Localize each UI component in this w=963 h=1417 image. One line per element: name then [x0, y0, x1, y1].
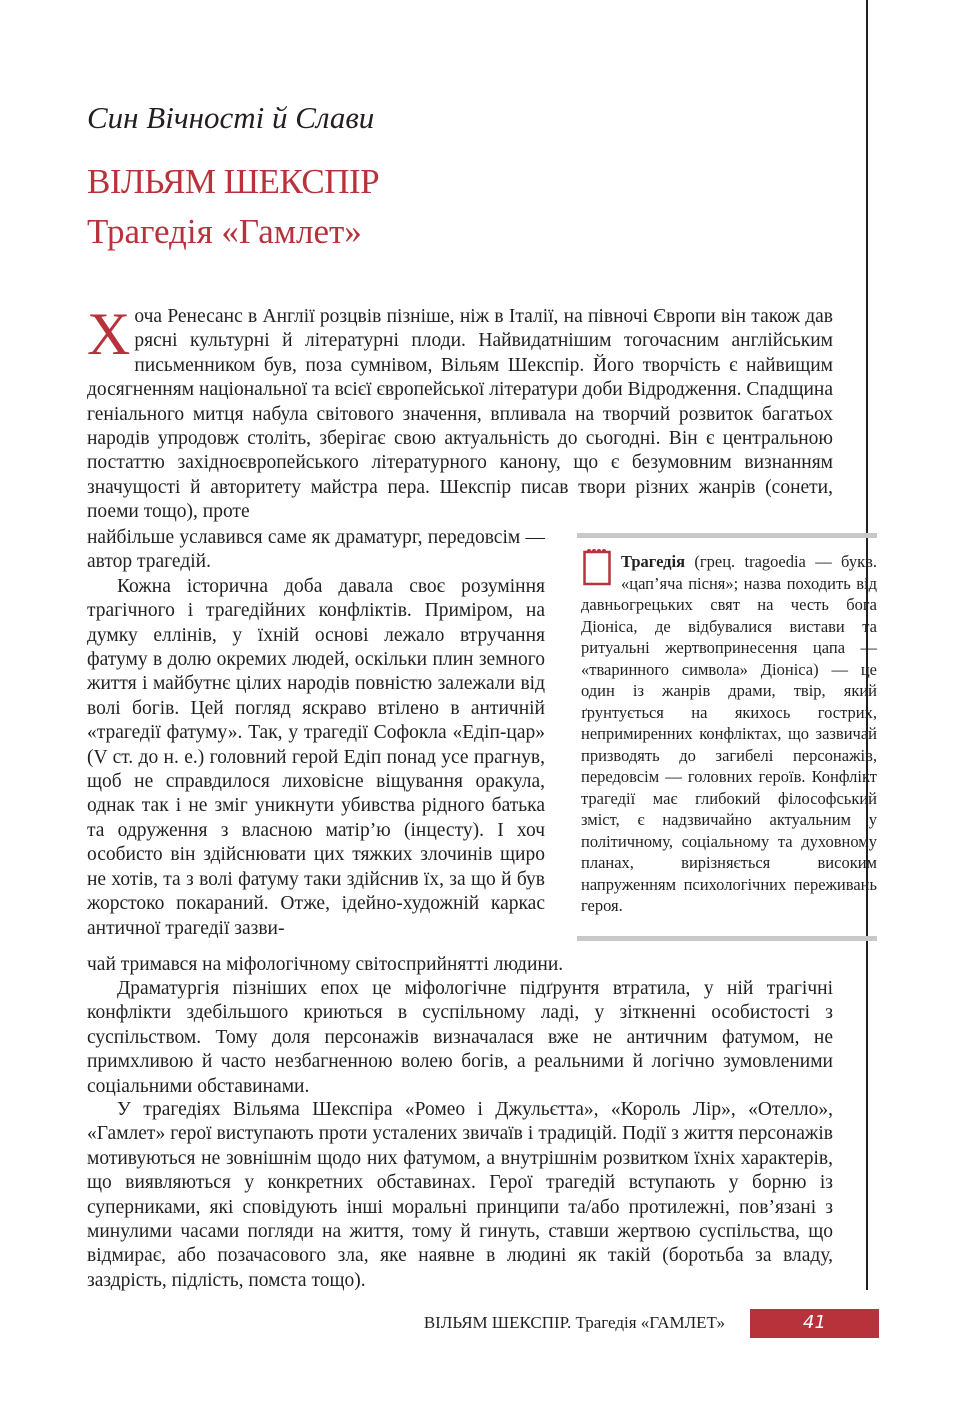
fatum-paragraph: Кожна історична доба давала своє розуміння трагічного і трагедійних конфліктів. Приміром, на думку еллінів, у їхній основі лежало втручання фатуму в долю окремих людей, оскільки плин земного життя і майбутнє цілих народів повністю залежали від волі богів. Цей погляд яскраво втілено в античній «трагедії фатуму». Так, у трагедії Софокла «Едіп-цар» (V ст. до н. е.) головний герой Едіп понад усе прагнув, щоб не справдилося лиховісне віщування оракула, однак так і не зміг уникнути убивства рідного батька та одруження з власною матір’ю (інцесту). І хоч особисто він здійснювати цих тяжких злочинів щиро не хотів, та з волі фатуму таки здійснив їх, за що й був жорстоко покараний. Отже, ідейно-художній каркас античної трагедії зазви-	[87, 575, 545, 939]
definition-body: (грец. tragoedia — букв. «цап’яча пісня»; назва походить від давньогрецьких свят на честь бога Діоніса, де відбувалися вистави та ритуальні жертвопринесення цапа — «тваринного символа» Діоніса) — це один із жанрів драми, твір, який ґрунтується на якихось гострих, непримиренних конфліктах, що зазвичай призводять до загибелі персонажів, передовсім — головних героїв. Конфлікт трагедії має глибокий філософський зміст, є надзвичайно актуальним у політичному, соціальному та духовному планах, вирізняється високим напруженням психологічних переживань героя.	[581, 552, 877, 915]
definition-sidebar	[577, 533, 877, 943]
intro-paragraph	[87, 301, 833, 525]
running-footer: ВІЛЬЯМ ШЕКСПІР. Трагедія «ГАМЛЕТ»	[423, 1313, 725, 1332]
section-title: Син Вічності й Слави	[87, 100, 375, 135]
work-heading: Трагедія «Гамлет»	[87, 212, 362, 251]
sidebar-top-rule	[577, 533, 877, 538]
left-column	[87, 526, 545, 941]
intro-continuation: найбільше уславився саме як драматург, передовсім — автор трагедій.	[87, 527, 545, 573]
drop-cap: Х	[87, 301, 131, 367]
page-number-badge	[750, 1309, 879, 1338]
shakespeare-tragedies-paragraph: У трагедіях Вільяма Шекспіра «Ромео і Джульєтта», «Король Лір», «Отелло», «Гамлет» герої виступають проти усталених звичаїв і традицій. Події з життя персонажів мотивуються не зовнішнім щодо них фатумом, а внутрішнім розвитком їхніх характерів, що виявляються у конкретних обставинах. Герої трагедій вступають у борню із суперниками, які сповідують інші моральні принципи та/або протилежні, пов’язані з минулими часами погляди на життя, тому й гинуть, ставши жертвою суспільства, що відмирає, або позачасового зла, яке наявне в людині як такій (боротьба за владу, заздрість, підлість, помста тощо).	[87, 1099, 833, 1291]
definition-text	[581, 551, 877, 917]
author-heading: ВІЛЬЯМ ШЕКСПІР	[87, 162, 380, 201]
definition-term: Трагедія	[621, 552, 686, 571]
intro-text: оча Ренесанс в Англії розцвів пізніше, ніж в Італії, на півночі Європи він також дав рясні культурні й літературні плоди. Найвидатнішим тогочасним англійським письменником був, поза сумнівом, Вільям Шекспір. Його творчість є найвищим досягненням національної та всієї європейської літератури доби Відродження. Спадщина геніального митця набула світового значення, впливала на творчий розвиток багатьох народів упродовж століть, зберігає свою актуальність до сьогодні. Він є центральною постаттю західноєвропейського літературного канону, що є безумовним визнанням значущості й авторитету майстра пера. Шекспір писав твори різних жанрів (сонети, поеми тощо), проте	[87, 306, 833, 523]
fatum-paragraph-tail: чай тримався на міфологічному світосприйнятті людини.	[87, 954, 564, 975]
page-number: 41	[803, 1312, 826, 1333]
sidebar-bottom-rule	[577, 936, 877, 941]
later-drama-paragraph: Драматургія пізніших епох це міфологічне підґрунтя втратила, у ній трагічні конфлікти здебільшого криються в суспільному ладі, у зіткненні особистості з суспільством. Тому доля персонажів визначалася вже не античним фатумом, не примхливою й часто незбагненною волею богів, а реальними й логічно зумовленими соціальними обставинами.	[87, 978, 833, 1097]
